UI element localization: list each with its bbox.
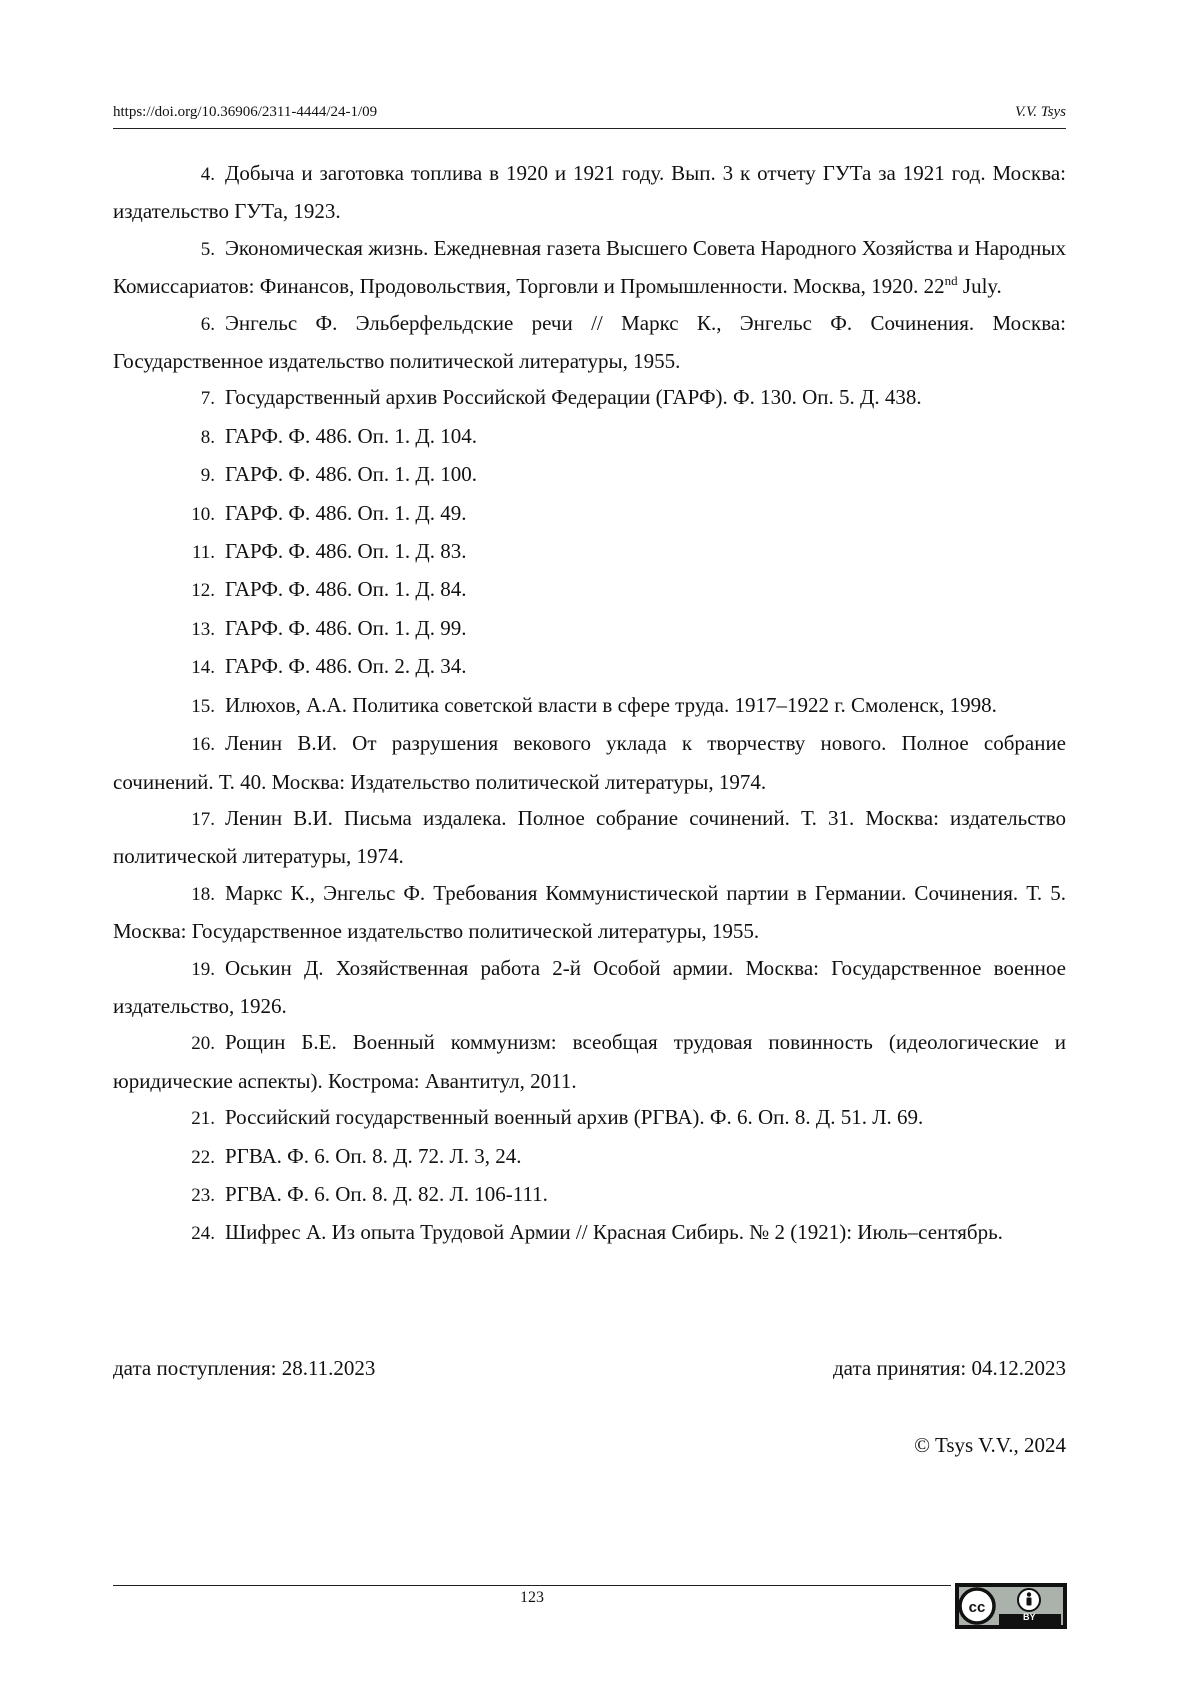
running-author: V.V. Tsys <box>1014 104 1066 120</box>
cc-letters-icon: cc <box>968 1599 986 1616</box>
reference-number: 16. <box>191 734 215 756</box>
footer-divider <box>113 1585 951 1586</box>
reference-text: Энгельс Ф. Эльберфельдские речи // Маркс К., Энгельс Ф. Сочинения. Москва: Государственное издательство политической литературы, 1955. <box>113 310 1066 374</box>
reference-text: Оськин Д. Хозяйственная работа 2-й Особой армии. Москва: Государственное военное издательство, 1926. <box>113 955 1066 1018</box>
person-body-icon <box>1027 1598 1032 1606</box>
reference-item <box>113 456 1066 494</box>
reference-text: РГВА. Ф. 6. Оп. 8. Д. 82. Л. 106-111. <box>225 1181 548 1206</box>
reference-text: Илюхов, А.А. Политика советской власти в сфере труда. 1917–1922 г. Смоленск, 1998. <box>225 692 997 717</box>
reference-text: ГАРФ. Ф. 486. Оп. 1. Д. 99. <box>225 615 467 640</box>
reference-text: Ленин В.И. От разрушения векового уклада к творчеству нового. Полное собрание сочинений. Т. 40. Москва: Издательство политической литературы, 1974. <box>113 731 1066 794</box>
page-number: 123 <box>520 1589 544 1606</box>
reference-item <box>113 1214 1066 1252</box>
reference-number: 22. <box>191 1146 215 1168</box>
reference-number: 20. <box>191 1033 215 1055</box>
reference-number: 24. <box>191 1223 215 1245</box>
received-date: дата поступления: 28.11.2023 <box>113 1356 376 1380</box>
reference-item <box>113 800 1066 875</box>
reference-number: 19. <box>191 958 215 980</box>
by-label: BY <box>1023 1612 1036 1622</box>
reference-item <box>113 305 1066 380</box>
reference-item <box>113 155 1066 230</box>
reference-item <box>113 571 1066 609</box>
reference-item <box>113 379 1066 417</box>
reference-number: 15. <box>191 695 215 717</box>
reference-number: 13. <box>191 618 215 640</box>
cc-by-icon[interactable] <box>955 1583 1067 1629</box>
reference-text: ГАРФ. Ф. 486. Оп. 2. Д. 34. <box>225 654 467 679</box>
reference-text-tail: July. <box>957 274 1002 299</box>
reference-number: 12. <box>191 580 215 602</box>
person-head-icon <box>1027 1592 1031 1596</box>
reference-item <box>113 950 1066 1025</box>
reference-item <box>113 610 1066 648</box>
reference-number: 8. <box>200 426 215 448</box>
reference-number: 21. <box>191 1108 215 1130</box>
reference-number: 4. <box>200 164 215 185</box>
reference-text: ГАРФ. Ф. 486. Оп. 1. Д. 84. <box>225 577 467 602</box>
reference-item <box>113 1176 1066 1214</box>
reference-text: Добыча и заготовка топлива в 1920 и 1921 году. Вып. 3 к отчету ГУТа за 1921 год. Москва: издательство ГУТа, 1923. <box>113 161 1066 224</box>
copyright-notice: © Tsys V.V., 2024 <box>914 1433 1066 1457</box>
reference-number: 5. <box>200 238 215 260</box>
reference-item <box>113 687 1066 725</box>
reference-text: ГАРФ. Ф. 486. Оп. 1. Д. 49. <box>225 500 467 525</box>
reference-number: 7. <box>200 388 215 410</box>
reference-item <box>113 495 1066 533</box>
doi-link[interactable]: https://doi.org/10.36906/2311-4444/24-1/09 <box>113 104 378 120</box>
reference-number: 10. <box>191 503 215 525</box>
reference-text: ГАРФ. Ф. 486. Оп. 1. Д. 104. <box>225 423 477 448</box>
accepted-date: дата принятия: 04.12.2023 <box>833 1356 1066 1380</box>
reference-text: ГАРФ. Ф. 486. Оп. 1. Д. 83. <box>225 539 467 564</box>
reference-number: 18. <box>191 883 215 905</box>
reference-item <box>113 230 1066 305</box>
reference-item <box>113 1099 1066 1137</box>
reference-number: 14. <box>191 657 215 679</box>
reference-text: Ленин В.И. Письма издалека. Полное собрание сочинений. Т. 31. Москва: издательство политической литературы, 1974. <box>113 805 1066 869</box>
reference-list <box>113 155 1066 1253</box>
reference-item <box>113 648 1066 686</box>
reference-number: 17. <box>191 808 215 830</box>
reference-text: Шифрес А. Из опыта Трудовой Армии // Красная Сибирь. № 2 (1921): Июль–сентябрь. <box>225 1220 1003 1245</box>
reference-text: Российский государственный военный архив (РГВА). Ф. 6. Оп. 8. Д. 51. Л. 69. <box>225 1105 924 1130</box>
reference-number: 9. <box>200 465 215 487</box>
cc-logo-graphic <box>957 1585 1065 1627</box>
reference-item <box>113 533 1066 571</box>
reference-text: Государственный архив Российской Федерации (ГАРФ). Ф. 130. Оп. 5. Д. 438. <box>225 385 922 410</box>
reference-superscript: nd <box>944 273 958 289</box>
reference-text: Маркс К., Энгельс Ф. Требования Коммунистической партии в Германии. Сочинения. Т. 5. Москва: Государственное издательство политической литературы, 1955. <box>113 880 1066 944</box>
reference-number: 11. <box>191 542 215 564</box>
reference-item <box>113 1024 1066 1099</box>
reference-text: Рощин Б.Е. Военный коммунизм: всеобщая трудовая повинность (идеологические и юридические аспекты). Кострома: Авантитул, 2011. <box>113 1030 1066 1093</box>
reference-number: 23. <box>191 1184 215 1206</box>
reference-item <box>113 725 1066 800</box>
reference-item <box>113 418 1066 456</box>
reference-number: 6. <box>200 313 215 335</box>
page-header <box>113 104 1066 129</box>
reference-item <box>113 1138 1066 1176</box>
reference-text: ГАРФ. Ф. 486. Оп. 1. Д. 100. <box>225 462 477 487</box>
reference-text: РГВА. Ф. 6. Оп. 8. Д. 72. Л. 3, 24. <box>225 1143 522 1168</box>
reference-item <box>113 875 1066 950</box>
reference-text: Экономическая жизнь. Ежедневная газета Высшего Совета Народного Хозяйства и Народных Комиссариатов: Финансов, Продовольствия, Торговли и Промышленности. Москва, 1920. 22 <box>113 235 1066 299</box>
